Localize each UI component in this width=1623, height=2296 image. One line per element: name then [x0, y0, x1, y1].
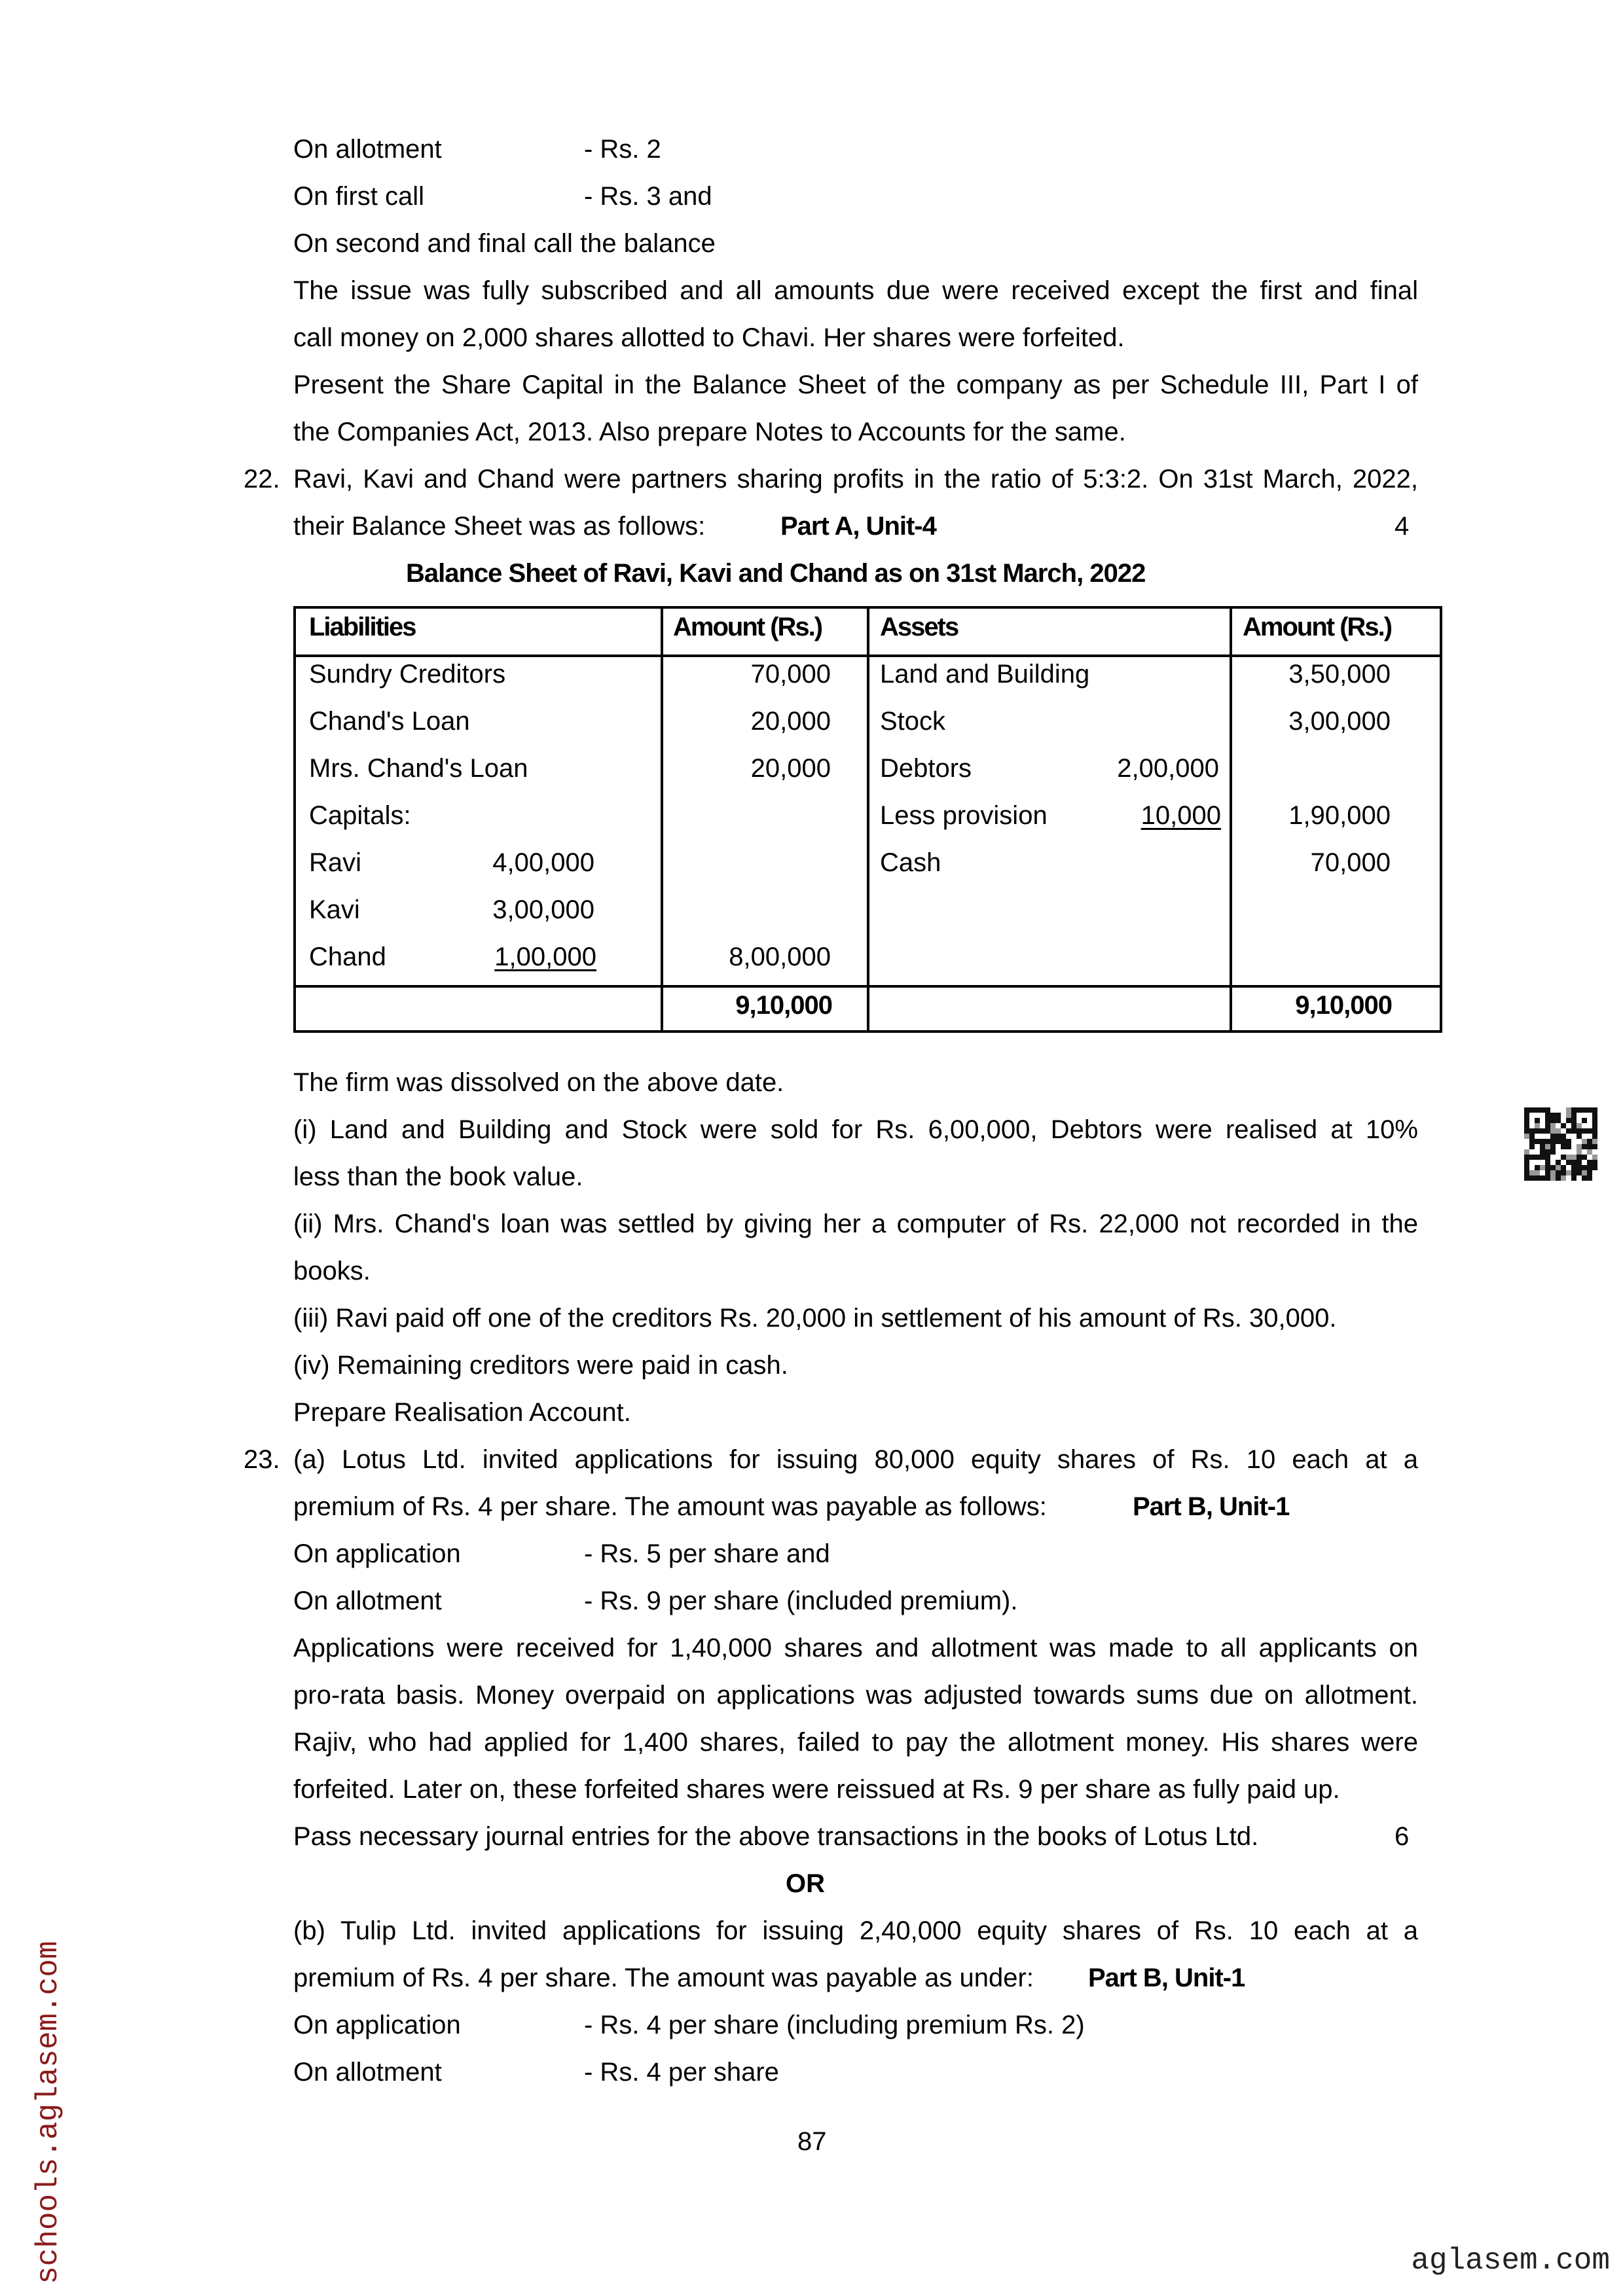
- text-line: the Companies Act, 2013. Also prepare Notes to Accounts for the same.: [293, 418, 1126, 446]
- question-text: (b) Tulip Ltd. invited applications for issuing 2,40,000 equity shares of Rs. 10 each at a: [293, 1916, 1418, 1945]
- asset-sub-amount: 10,000: [1140, 801, 1221, 830]
- text-line: Present the Share Capital in the Balance Sheet of the company as per Schedule III, Part I of: [293, 370, 1418, 399]
- text-line: pro-rata basis. Money overpaid on applications was adjusted towards sums due on allotment.: [293, 1681, 1418, 1710]
- balance-sheet-table: [293, 606, 1442, 1033]
- text-line: (i) Land and Building and Stock were sold for Rs. 6,00,000, Debtors were realised at 10%: [293, 1115, 1418, 1144]
- question-number: 23.: [244, 1445, 280, 1474]
- term-label: On allotment: [293, 135, 442, 164]
- text-line: Prepare Realisation Account.: [293, 1398, 631, 1427]
- total-liabilities: 9,10,000: [735, 991, 832, 1020]
- question-text: premium of Rs. 4 per share. The amount was payable as follows:: [293, 1492, 1047, 1521]
- question-text: premium of Rs. 4 per share. The amount was payable as under:: [293, 1964, 1034, 1992]
- term-label: On allotment: [293, 2058, 442, 2087]
- text-line: On second and final call the balance: [293, 229, 716, 258]
- page-number: 87: [797, 2127, 827, 2156]
- liability-label: Mrs. Chand's Loan: [309, 754, 528, 783]
- asset-label: Stock: [880, 707, 946, 736]
- term-label: On application: [293, 1539, 461, 1568]
- header-liabilities: Liabilities: [309, 613, 416, 641]
- qr-code-icon: [1524, 1107, 1597, 1181]
- asset-amount: 1,90,000: [1288, 801, 1391, 830]
- text-line: forfeited. Later on, these forfeited shares were reissued at Rs. 9 per share as fully paid up.: [293, 1775, 1340, 1804]
- capital-sub-amount: 3,00,000: [492, 895, 594, 924]
- term-label: On allotment: [293, 1587, 442, 1615]
- unit-tag: Part B, Unit-1: [1088, 1964, 1245, 1992]
- text-line: books.: [293, 1257, 371, 1285]
- question-number: 22.: [244, 465, 280, 493]
- text-line: Rajiv, who had applied for 1,400 shares, failed to pay the allotment money. His shares were: [293, 1728, 1418, 1757]
- question-text: (a) Lotus Ltd. invited applications for issuing 80,000 equity shares of Rs. 10 each at a: [293, 1445, 1418, 1474]
- term-value: - Rs. 9 per share (included premium).: [584, 1587, 1018, 1615]
- term-label: On first call: [293, 182, 425, 211]
- text-line: The firm was dissolved on the above date.: [293, 1068, 784, 1097]
- liability-amount: 20,000: [750, 754, 831, 783]
- asset-amount: 3,50,000: [1288, 660, 1391, 689]
- watermark-side: schools.aglasem.com: [31, 1941, 65, 2284]
- liability-label: Chand's Loan: [309, 707, 470, 736]
- liability-label: Ravi: [309, 848, 362, 877]
- asset-label: Less provision: [880, 801, 1048, 830]
- text-line: Applications were received for 1,40,000 shares and allotment was made to all applicants on: [293, 1634, 1418, 1662]
- text-line: (iii) Ravi paid off one of the creditors Rs. 20,000 in settlement of his amount of Rs. 30,000.: [293, 1304, 1337, 1333]
- asset-label: Cash: [880, 848, 941, 877]
- header-assets: Assets: [880, 613, 958, 641]
- or-separator: OR: [786, 1869, 825, 1898]
- marks: 4: [1395, 512, 1410, 541]
- divider: [296, 655, 1440, 657]
- header-amount: Amount (Rs.): [1243, 613, 1392, 641]
- term-value: - Rs. 5 per share and: [584, 1539, 830, 1568]
- asset-label: Land and Building: [880, 660, 1090, 689]
- liability-label: Sundry Creditors: [309, 660, 506, 689]
- asset-amount: 70,000: [1310, 848, 1391, 877]
- capital-sub-amount: 4,00,000: [492, 848, 594, 877]
- liability-amount: 70,000: [750, 660, 831, 689]
- liability-label: Chand: [309, 942, 386, 971]
- text-line: The issue was fully subscribed and all amounts due were received except the first and final: [293, 276, 1418, 305]
- marks: 6: [1395, 1822, 1410, 1851]
- asset-sub-amount: 2,00,000: [1117, 754, 1219, 783]
- table-title: Balance Sheet of Ravi, Kavi and Chand as on 31st March, 2022: [406, 559, 1146, 588]
- header-amount: Amount (Rs.): [673, 613, 822, 641]
- term-label: On application: [293, 2011, 461, 2039]
- question-text: their Balance Sheet was as follows:: [293, 512, 706, 541]
- term-value: - Rs. 4 per share (including premium Rs. 2): [584, 2011, 1085, 2039]
- term-value: - Rs. 3 and: [584, 182, 712, 211]
- divider: [296, 985, 1440, 988]
- term-value: - Rs. 4 per share: [584, 2058, 779, 2087]
- liability-amount: 8,00,000: [729, 942, 831, 971]
- unit-tag: Part A, Unit-4: [780, 512, 936, 541]
- text-line: less than the book value.: [293, 1162, 583, 1191]
- capital-sub-amount: 1,00,000: [494, 942, 596, 971]
- term-value: - Rs. 2: [584, 135, 661, 164]
- watermark-corner: aglasem.com: [1411, 2244, 1610, 2278]
- asset-amount: 3,00,000: [1288, 707, 1391, 736]
- text-line: Pass necessary journal entries for the above transactions in the books of Lotus Ltd.: [293, 1822, 1259, 1851]
- question-text: Ravi, Kavi and Chand were partners sharing profits in the ratio of 5:3:2. On 31st March, 2022,: [293, 465, 1418, 493]
- divider: [867, 609, 869, 1030]
- liability-amount: 20,000: [750, 707, 831, 736]
- unit-tag: Part B, Unit-1: [1133, 1492, 1290, 1521]
- liability-label: Kavi: [309, 895, 360, 924]
- text-line: call money on 2,000 shares allotted to Chavi. Her shares were forfeited.: [293, 323, 1125, 352]
- liability-label: Capitals:: [309, 801, 411, 830]
- text-line: (ii) Mrs. Chand's loan was settled by giving her a computer of Rs. 22,000 not recorded in the: [293, 1210, 1418, 1238]
- text-line: (iv) Remaining creditors were paid in cash.: [293, 1351, 788, 1380]
- asset-label: Debtors: [880, 754, 972, 783]
- total-assets: 9,10,000: [1295, 991, 1392, 1020]
